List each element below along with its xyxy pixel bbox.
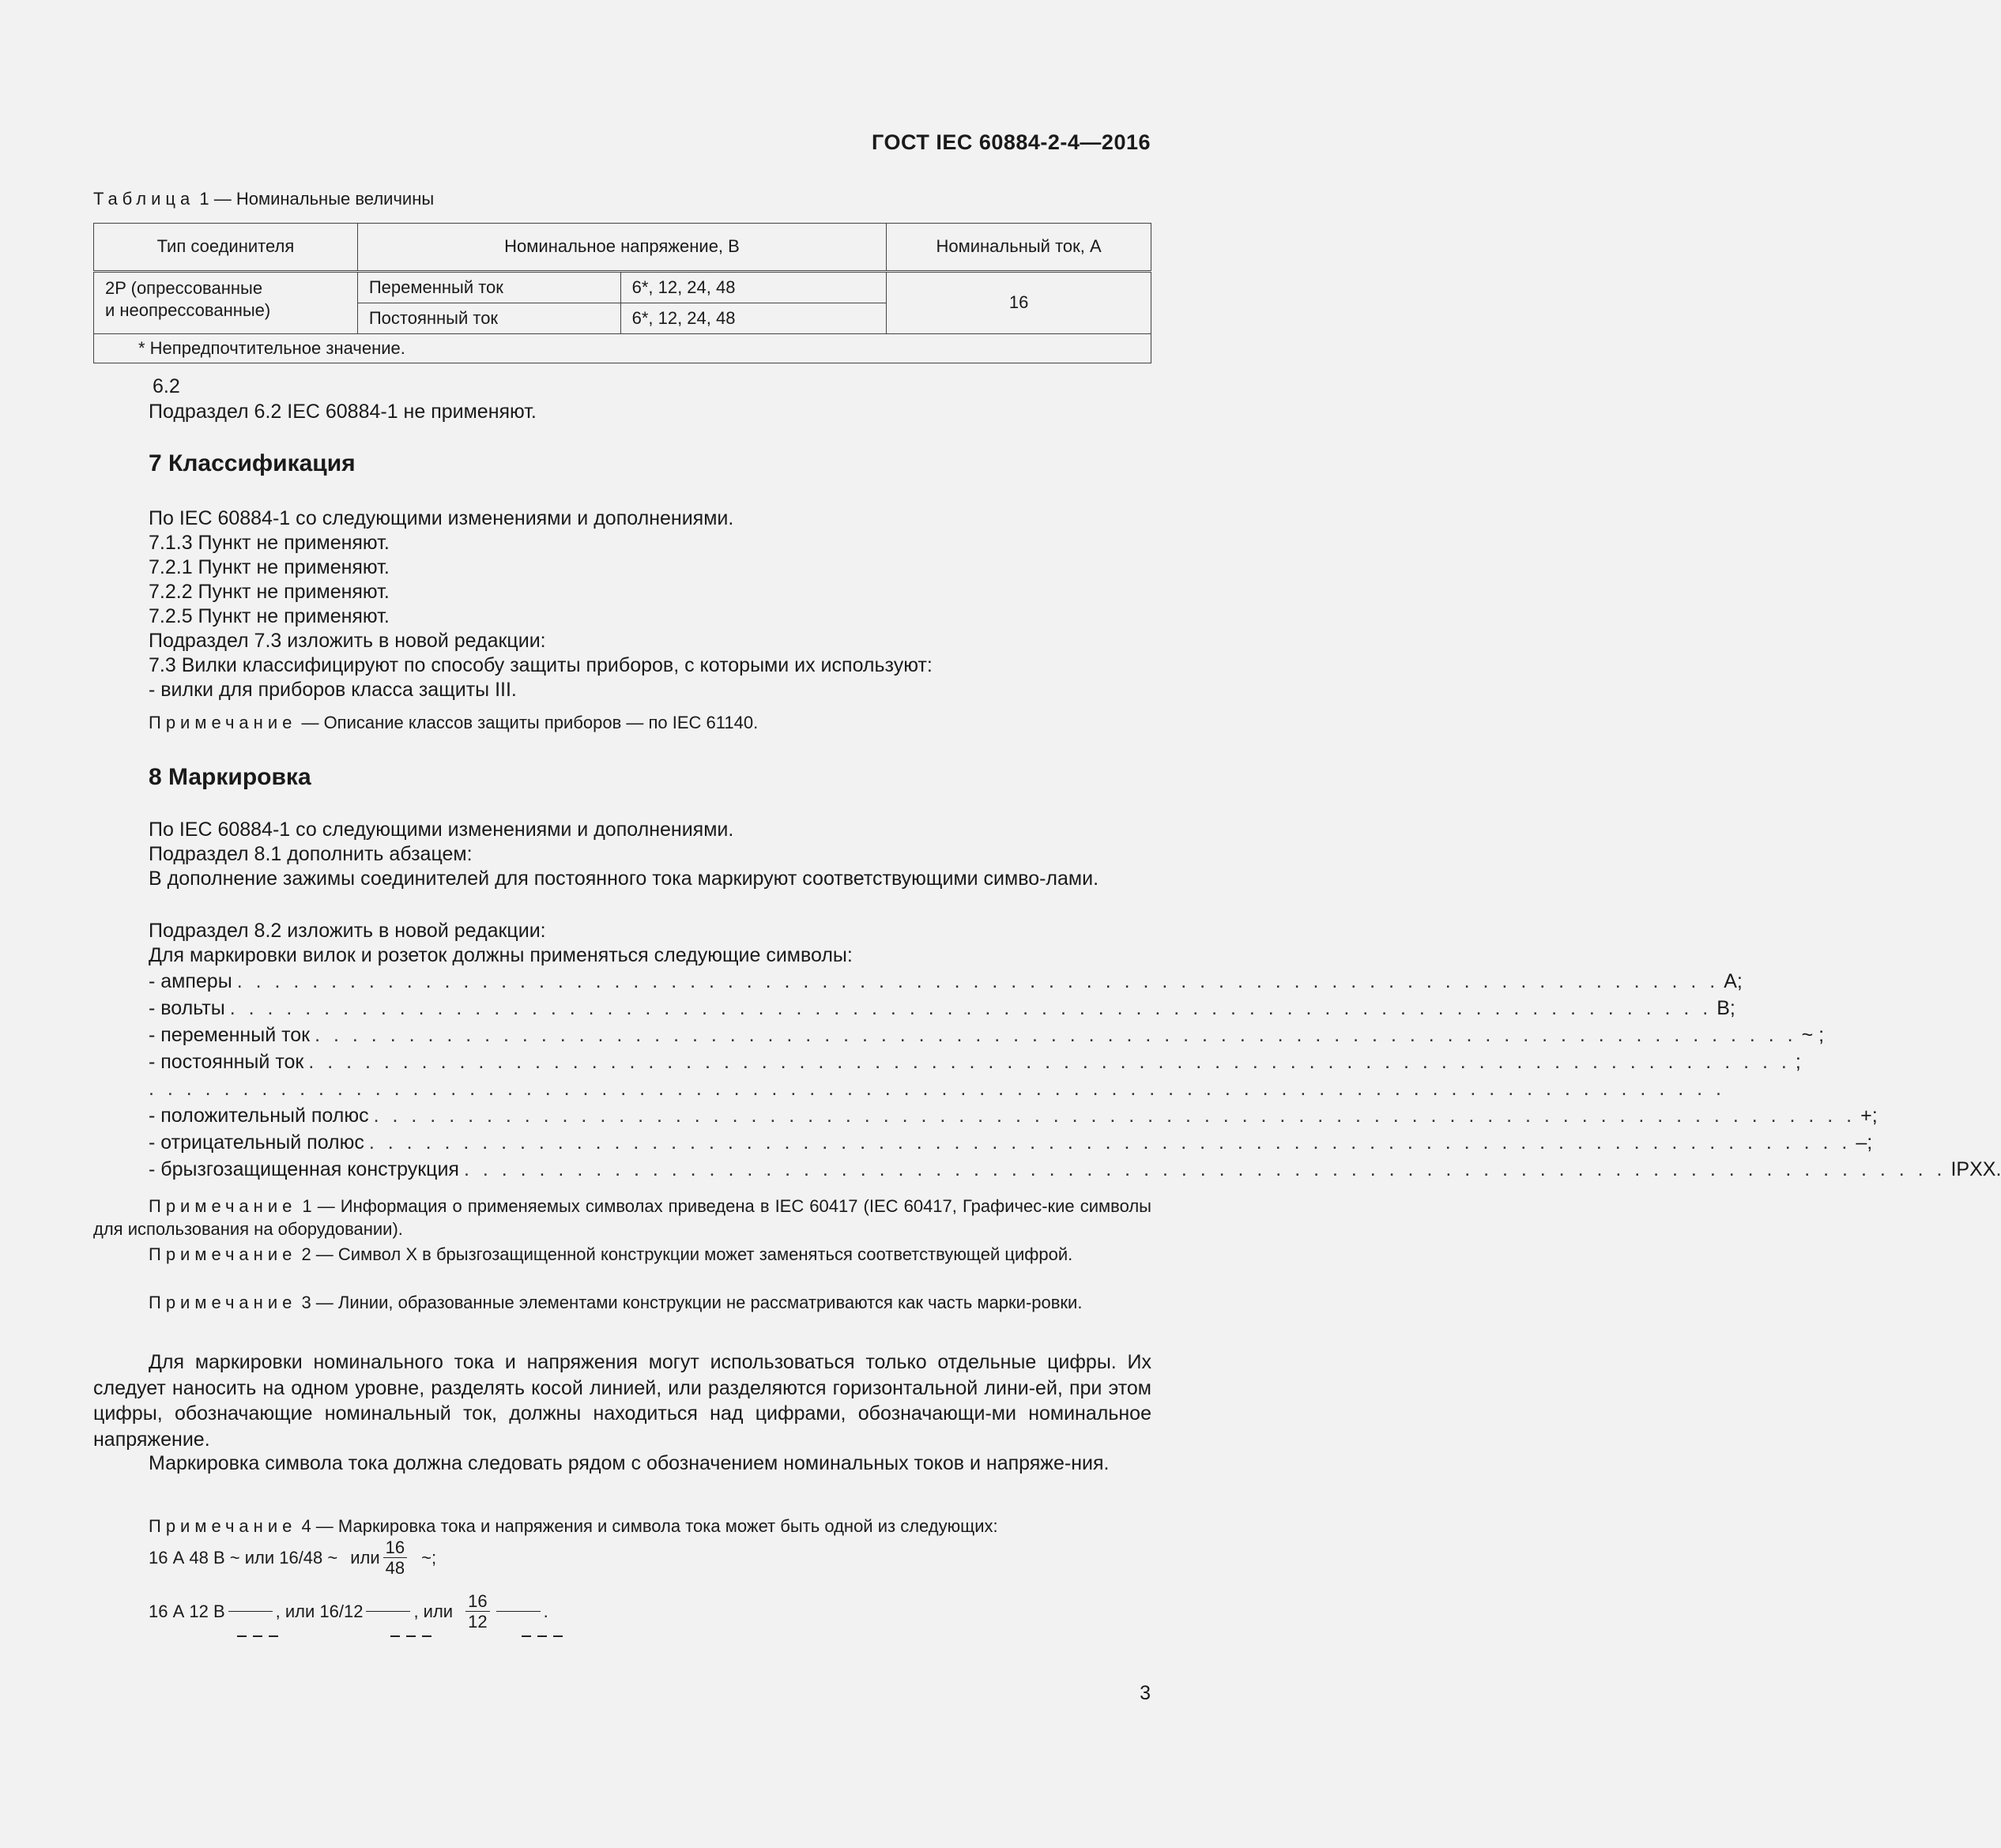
section-8-note-3 — [93, 1292, 1151, 1315]
dc-symbol-dashes — [522, 1635, 564, 1637]
symbol-label: - амперы — [149, 970, 232, 992]
list-item: Подраздел 7.3 изложить в новой редакции: — [149, 630, 546, 652]
note-text: — Описание классов защиты приборов — по IEC 61140. — [296, 713, 759, 732]
rated-values-table — [93, 223, 1151, 363]
list-item: 7.2.5 Пункт не применяют. — [149, 605, 390, 627]
subsection-8-2-instruction: Подраздел 8.2 изложить в новой редакции: — [149, 920, 546, 942]
symbols-intro: Для маркировки вилок и розеток должны применяться следующие символы: — [149, 944, 853, 966]
note-text: 4 — Маркировка тока и напряжения и символа тока может быть одной из следующих: — [296, 1516, 998, 1536]
symbol-row-negative — [149, 1130, 1873, 1156]
symbol-value: А; — [1724, 970, 1743, 992]
leader-dots: . . . . . . . . . . . . . . . . . . . . . . . . . . . . . . . . . . . . . . . . . . . . . . . . . . . . . . . . . . . . . . . . . . . . . . . . . . . . . . . — [308, 1051, 1791, 1073]
list-item: 7.3 Вилки классифицируют по способу защиты приборов, с которыми их используют: — [149, 654, 933, 676]
header-connector-type: Тип соединителя — [94, 224, 358, 272]
leader-dots: . . . . . . . . . . . . . . . . . . . . . . . . . . . . . . . . . . . . . . . . . . . . . . . . . . . . . . . . . . . . . . . . . . . . . . . . . . . . . . . — [463, 1158, 1946, 1180]
symbol-label: - брызгозащищенная конструкция — [149, 1158, 459, 1180]
dc-symbol-line — [228, 1611, 273, 1612]
rated-current-cell: 16 — [887, 272, 1151, 334]
symbol-value: В; — [1716, 997, 1735, 1019]
note-text: 3 — Линии, образованные элементами конструкции не рассматриваются как часть марки-ровки. — [296, 1293, 1083, 1312]
note-text: 1 — Информация о применяемых символах приведена в IEC 60417 (IEC 60417, Графичес-кие символы для использования на оборудовании). — [93, 1196, 1151, 1239]
header-rated-current: Номинальный ток, А — [887, 224, 1151, 272]
section-number-6-2: 6.2 — [153, 375, 180, 397]
note-word: Примечание — [149, 1516, 297, 1536]
section-8-note-2 — [93, 1244, 1151, 1267]
table-caption — [93, 188, 434, 211]
fraction — [383, 1537, 407, 1579]
symbol-row-volt — [149, 996, 1735, 1022]
list-item: 7.2.1 Пункт не применяют. — [149, 556, 390, 578]
symbol-row-dc — [149, 1049, 1801, 1075]
fraction-numerator: 16 — [465, 1591, 489, 1612]
section-8-heading: 8 Маркировка — [149, 764, 311, 790]
header-rated-voltage: Номинальное напряжение, В — [357, 224, 886, 272]
symbol-label: - положительный полюс — [149, 1105, 369, 1127]
symbol-value: ~ ; — [1801, 1024, 1825, 1046]
list-item: 7.2.2 Пункт не применяют. — [149, 581, 390, 603]
fraction-denominator: 48 — [385, 1558, 405, 1579]
leader-dots: . . . . . . . . . . . . . . . . . . . . . . . . . . . . . . . . . . . . . . . . . . . . . . . . . . . . . . . . . . . . . . . . . . . . . . . . . . . . . . . — [373, 1105, 1856, 1127]
symbol-value: IPXX. — [1950, 1158, 2001, 1180]
table-row — [94, 272, 1151, 303]
symbol-label: - постоянный ток — [149, 1051, 304, 1073]
page-number: 3 — [1140, 1682, 1151, 1704]
section-7-heading: 7 Классификация — [149, 450, 356, 476]
symbol-label: - переменный ток — [149, 1024, 311, 1046]
table-header-row — [94, 224, 1151, 272]
leader-dots: . . . . . . . . . . . . . . . . . . . . . . . . . . . . . . . . . . . . . . . . . . . . . . . . . . . . . . . . . . . . . . . . . . . . . . . . . . . . . . . — [229, 997, 1713, 1019]
connector-type-line: 2P (опрессованные — [105, 278, 263, 298]
example-text: 16 А 48 В ~ или 16/48 ~ — [149, 1547, 338, 1568]
section-8-intro: По IEC 60884-1 со следующими изменениями и дополнениями. — [149, 819, 734, 841]
example-text: , или 16/12 — [275, 1601, 364, 1621]
dc-symbol-dashes — [237, 1635, 280, 1637]
symbol-value: ; — [1795, 1051, 1801, 1073]
list-item: 7.1.3 Пункт не применяют. — [149, 532, 390, 554]
fraction — [465, 1591, 489, 1632]
example-end: ~; — [421, 1547, 437, 1568]
subsection-8-1-instruction: Подраздел 8.1 дополнить абзацем: — [149, 843, 473, 865]
symbol-label: - отрицательный полюс — [149, 1131, 364, 1154]
marking-example-1 — [149, 1537, 436, 1579]
current-symbol-paragraph: Маркировка символа тока должна следовать рядом с обозначением номинальных токов и напряже-ния. — [149, 1452, 1110, 1474]
table-footnote: * Непредпочтительное значение. — [94, 334, 1151, 363]
fraction-denominator: 12 — [468, 1612, 488, 1632]
connector-type-cell — [94, 272, 358, 334]
symbol-value: +; — [1860, 1105, 1878, 1127]
example-end: . — [543, 1601, 548, 1621]
dc-symbol-dashes — [390, 1635, 433, 1637]
marking-example-2 — [149, 1591, 548, 1632]
symbol-row-dc-dashes — [149, 1076, 1725, 1102]
marking-paragraph: Для маркировки номинального тока и напряжения могут использоваться только отдельные цифры. Их следует наносить на одном уровне, разделять косой линией, или разделяются горизонтальной лини-ей, при этом цифры, обозначающие номинальный ток, должны находиться над цифрами, обозначающи-ми номинальное напряжение. — [93, 1351, 1151, 1451]
symbol-label: - вольты — [149, 997, 225, 1019]
dc-symbol-line — [366, 1611, 410, 1612]
symbol-row-ac — [149, 1022, 1825, 1048]
dc-symbol-line — [496, 1611, 541, 1612]
example-text: 16 А 12 В — [149, 1601, 225, 1621]
section-7-note — [149, 712, 758, 735]
section-8-note-1 — [93, 1195, 1151, 1240]
note-word: Примечание — [149, 1196, 297, 1216]
section-6-2-text: Подраздел 6.2 IEC 60884-1 не применяют. — [149, 401, 537, 423]
note-word: Примечание — [149, 713, 297, 732]
table-footnote-row — [94, 334, 1151, 363]
voltages-cell: 6*, 12, 24, 48 — [620, 303, 887, 334]
voltages-cell: 6*, 12, 24, 48 — [620, 272, 887, 303]
leader-dots: . . . . . . . . . . . . . . . . . . . . . . . . . . . . . . . . . . . . . . . . . . . . . . . . . . . . . . . . . . . . . . . . . . . . . . . . . . . . . . . — [236, 970, 1720, 992]
table-caption-text: 1 — Номинальные величины — [194, 189, 435, 209]
section-8-note-4 — [149, 1515, 998, 1538]
symbol-row-ampere — [149, 969, 1743, 995]
leader-dots: . . . . . . . . . . . . . . . . . . . . . . . . . . . . . . . . . . . . . . . . . . . . . . . . . . . . . . . . . . . . . . . . . . . . . . . . . . . . . . . — [368, 1131, 1852, 1154]
list-item: - вилки для приборов класса защиты III. — [149, 679, 517, 701]
subsection-8-1-paragraph: В дополнение зажимы соединителей для постоянного тока маркируют соответствующими симво-лами. — [149, 868, 1099, 890]
note-word: Примечание — [149, 1293, 297, 1312]
current-kind-cell: Переменный ток — [357, 272, 620, 303]
connector-type-line: и неопрессованные) — [105, 299, 271, 320]
fraction-numerator: 16 — [383, 1537, 407, 1558]
example-or: или — [350, 1547, 380, 1568]
leader-dots: . . . . . . . . . . . . . . . . . . . . . . . . . . . . . . . . . . . . . . . . . . . . . . . . . . . . . . . . . . . . . . . . . . . . . . . . . . . . . . . — [315, 1024, 1797, 1046]
symbol-row-splashproof — [149, 1157, 2001, 1183]
current-kind-cell: Постоянный ток — [357, 303, 620, 334]
leader-dots: . . . . . . . . . . . . . . . . . . . . . . . . . . . . . . . . . . . . . . . . . . . . . . . . . . . . . . . . . . . . . . . . . . . . . . . . . . . . . . . . . . . . — [149, 1078, 1725, 1100]
document-id: ГОСТ IEC 60884-2-4—2016 — [872, 130, 1151, 154]
symbol-value: –; — [1856, 1131, 1873, 1154]
note-word: Примечание — [149, 1244, 297, 1264]
note-text: 2 — Символ X в брызгозащищенной конструкции может заменяться соответствующей цифрой. — [296, 1244, 1073, 1264]
example-or: , или — [413, 1601, 454, 1621]
symbol-row-positive — [149, 1103, 1878, 1129]
section-7-intro: По IEC 60884-1 со следующими изменениями и дополнениями. — [149, 507, 734, 529]
table-caption-word: Таблица — [93, 189, 195, 209]
